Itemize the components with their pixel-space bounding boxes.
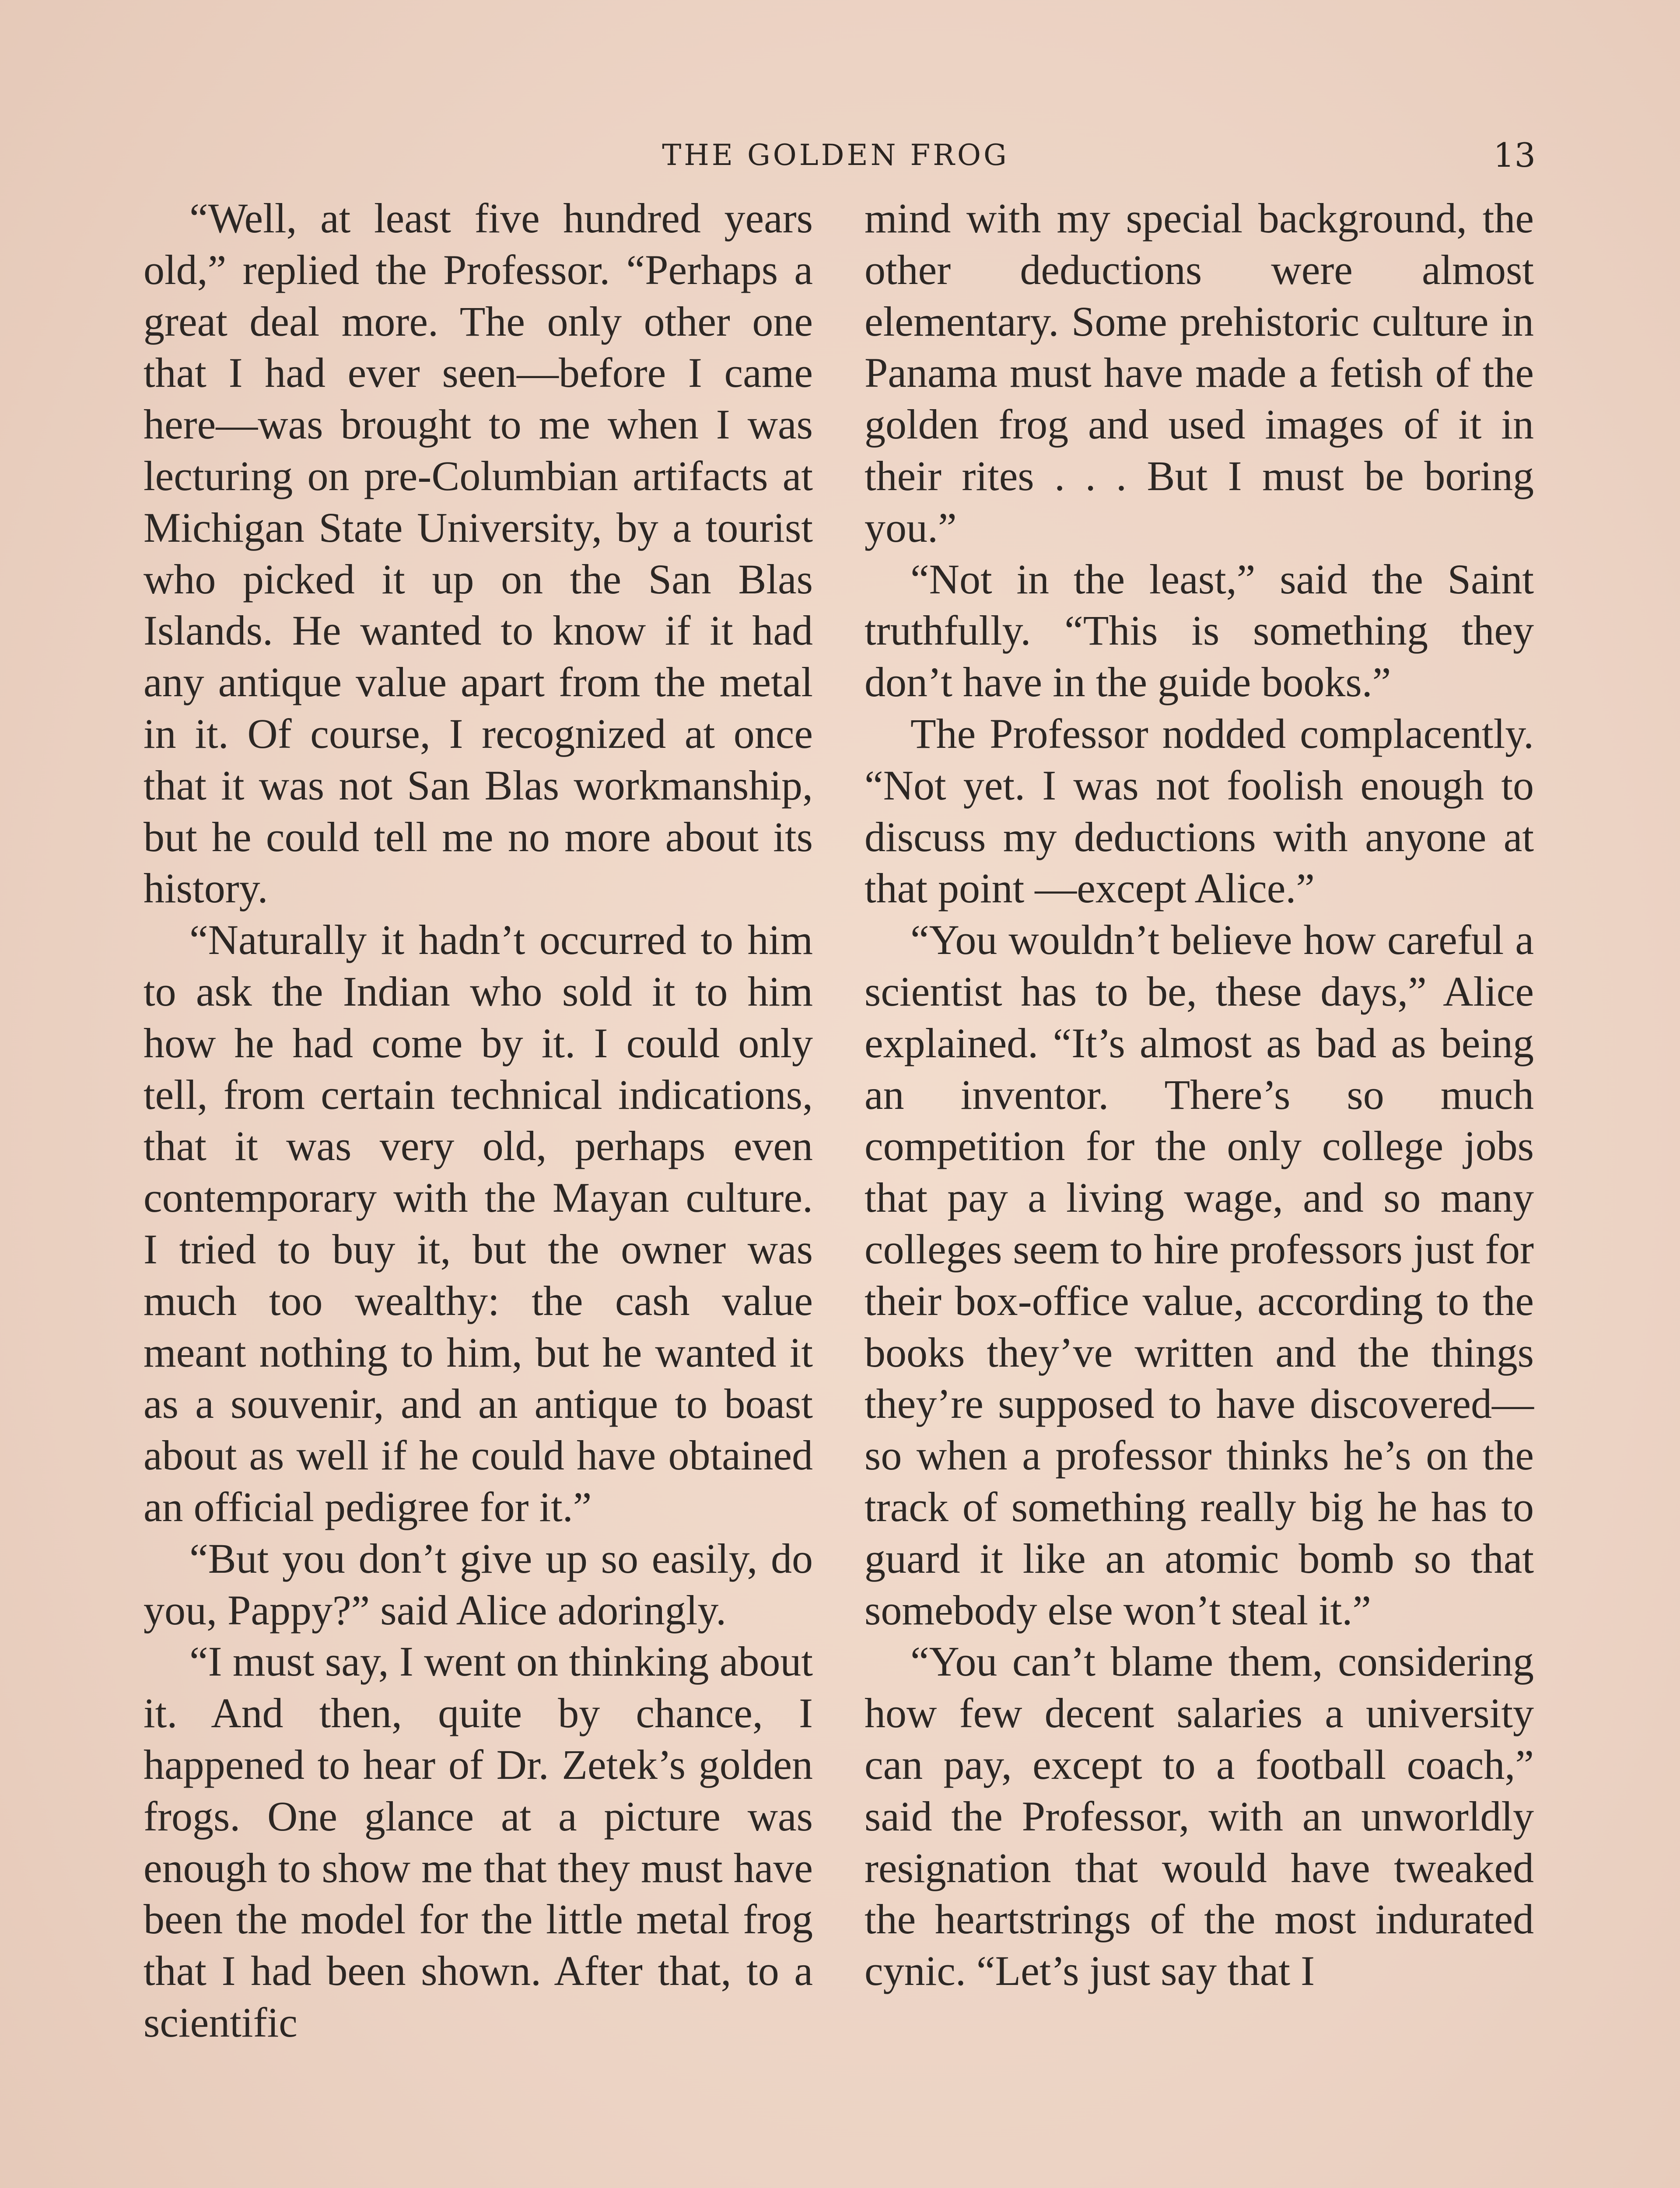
paragraph: “Not in the least,” said the Saint truthfully. “This is something they don’t have in the guide books.” [864,555,1534,706]
paragraph: “Well, at least five hundred years old,” replied the Professor. “Perhaps a great deal more. The only other one that I had ever seen—before I came here—was brought to me when I was lecturing on pre-Columbian artifacts at Michigan State University, by a tourist who picked it up on the San Blas Islands. He wanted to know if it had any antique value apart from the metal in it. Of course, I recognized at once that it was not San Blas workmanship, but he could tell me no more about its history. [144,195,813,912]
text-column-right [864,193,1534,1997]
page-number: 13 [1493,136,1536,175]
text-column-left [144,193,813,2048]
paragraph: “Naturally it hadn’t occurred to him to ask the Indian who sold it to him how he had come by it. I could only tell, from certain technical indications, that it was very old, perhaps even contemporary with the Mayan culture. I tried to buy it, but the owner was much too wealthy: the cash value meant nothing to him, but he wanted it as a souvenir, and an antique to boast about as well if he could have obtained an official pedigree for it.” [144,916,813,1530]
paragraph: The Professor nodded complacently. “Not yet. I was not foolish enough to discuss my deductions with anyone at that point —except Alice.” [864,710,1534,912]
page-header [136,131,1536,179]
running-title: THE GOLDEN FROG [662,138,1009,172]
paragraph-continued: mind with my special background, the other deductions were almost elementary. Some prehistoric culture in Panama must have made a fetish of the golden frog and used images of it in their rites . . . But I must be boring you.” [864,195,1534,551]
paragraph: “I must say, I went on thinking about it. And then, quite by chance, I happened to hear of Dr. Zetek’s golden frogs. One glance at a picture was enough to show me that they must have been the model for the little metal frog that I had been shown. After that, to a scientific [144,1638,813,2046]
paragraph: “You wouldn’t believe how careful a scientist has to be, these days,” Alice explained. “It’s almost as bad as being an inventor. There’s so much competition for the only college jobs that pay a living wage, and so many colleges seem to hire professors just for their box-office value, according to the books they’ve written and the things they’re supposed to have discovered—so when a professor thinks he’s on the track of something really big he has to guard it like an atomic bomb so that somebody else won’t steal it.” [864,916,1534,1634]
paragraph: “But you don’t give up so easily, do you, Pappy?” said Alice adoringly. [144,1535,813,1634]
paragraph: “You can’t blame them, considering how few decent salaries a university can pay, except to a football coach,” said the Professor, with an unworldly resignation that would have tweaked the heartstrings of the most indurated cynic. “Let’s just say that I [864,1638,1534,1995]
